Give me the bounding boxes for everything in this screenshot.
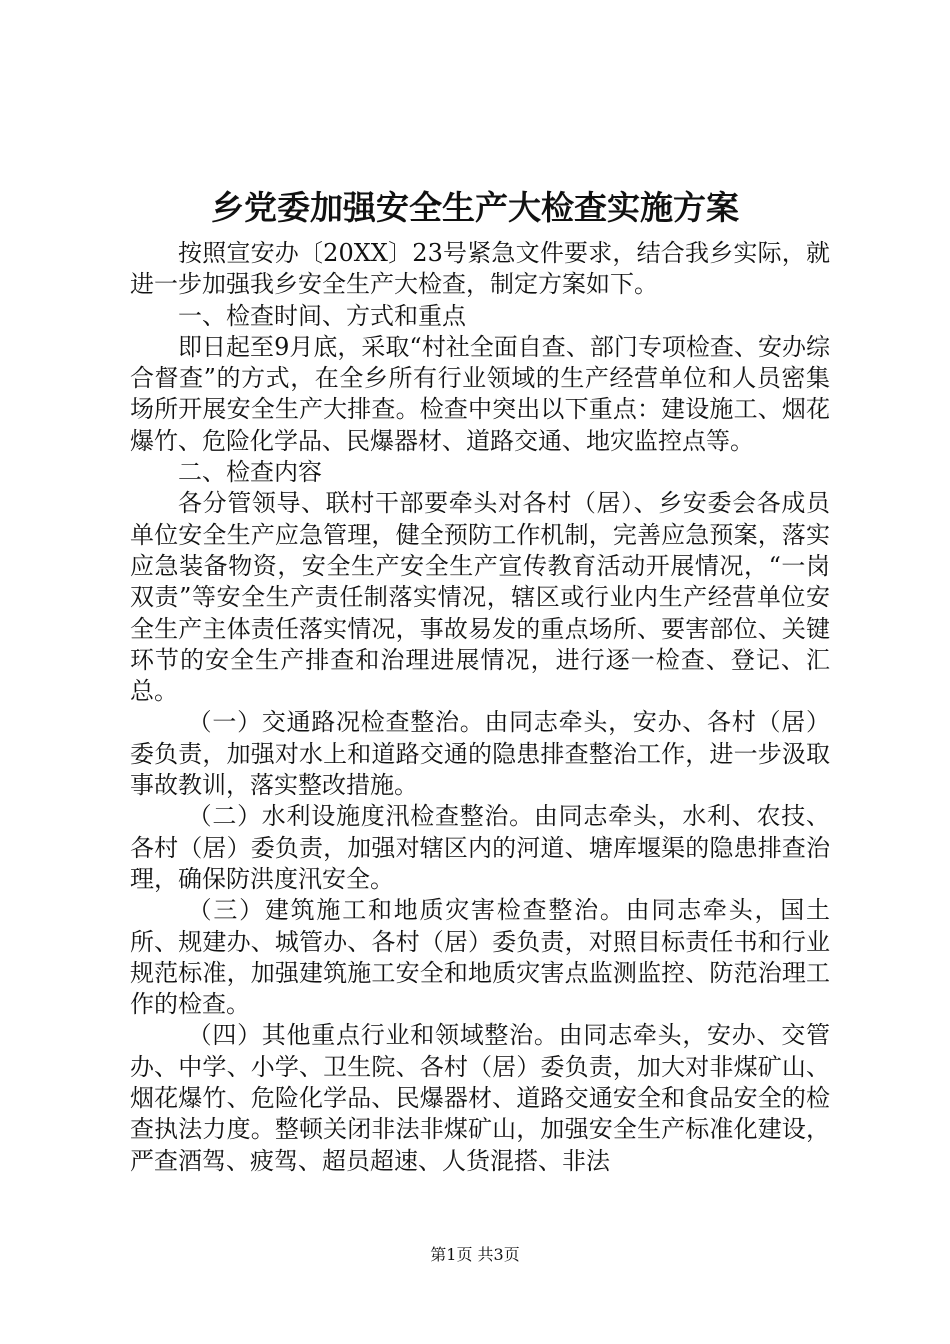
paragraph-content: 各分管领导、联村干部要牵头对各村（居）、乡安委会各成员单位安全生产应急管理，健全预防工作机制，完善应急预案，落实应急装备物资，安全生产安全生产宣传教育活动开展情况，“一岗双责”等安全生产责任制落实情况，辖区或行业内生产经营单位安全生产主体责任落实情况，事故易发的重点场所、要害部位、关键环节的安全生产排查和治理进展情况，进行逐一检查、登记、汇总。	[130, 489, 830, 706]
document-title: 乡党委加强安全生产大检查实施方案	[211, 188, 739, 227]
paragraph-item-1: （一）交通路况检查整治。由同志牵头，安办、各村（居）委负责，加强对水上和道路交通的隐患排查整治工作，进一步汲取事故教训，落实整改措施。	[130, 708, 830, 800]
paragraph-item-4: （四）其他重点行业和领域整治。由同志牵头，安办、交管办、中学、小学、卫生院、各村（居）委负责，加大对非煤矿山、烟花爆竹、危险化学品、民爆器材、道路交通安全和食品安全的检查执法力度。整顿关闭非法非煤矿山，加强安全生产标准化建设，严查酒驾、疲驾、超员超速、人货混搭、非法	[130, 1021, 830, 1175]
paragraph-item-2: （二）水利设施度汛检查整治。由同志牵头，水利、农技、各村（居）委负责，加强对辖区内的河道、塘库堰渠的隐患排查治理，确保防洪度汛安全。	[130, 802, 830, 893]
section-heading-1: 一、检查时间、方式和重点	[178, 301, 466, 330]
section-heading-2: 二、检查内容	[178, 458, 322, 487]
paragraph-schedule: 即日起至9月底，采取“村社全面自查、部门专项检查、安办综合督查”的方式，在全乡所有行业领域的生产经营单位和人员密集场所开展安全生产大排查。检查中突出以下重点：建设施工、烟花爆竹、危险化学品、民爆器材、道路交通、地灾监控点等。	[130, 332, 830, 455]
paragraph-item-3: （三）建筑施工和地质灾害检查整治。由同志牵头，国土所、规建办、城管办、各村（居）委负责，对照目标责任书和行业规范标准，加强建筑施工安全和地质灾害点监测监控、防范治理工作的检查。	[130, 896, 830, 1019]
document-body	[130, 238, 830, 1177]
page-number: 第1页 共3页	[430, 1245, 520, 1264]
paragraph-intro: 按照宣安办〔20XX〕23号紧急文件要求，结合我乡实际，就进一步加强我乡安全生产大检查，制定方案如下。	[130, 239, 830, 299]
